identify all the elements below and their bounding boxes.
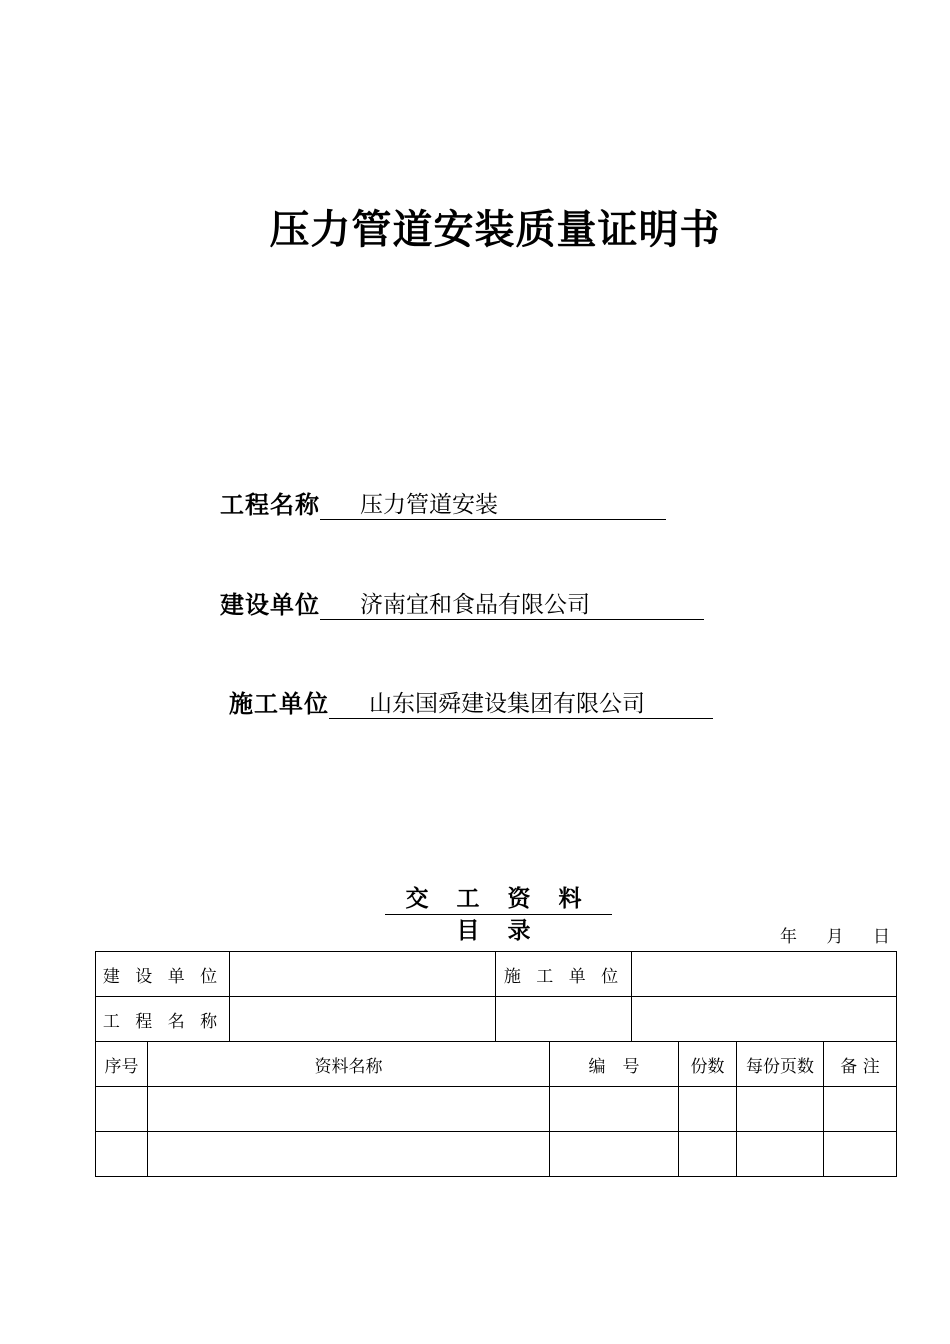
date-day: 日 xyxy=(873,927,890,947)
table-header-row xyxy=(96,1042,897,1087)
catalog-title: 交 工 资 料 目 录 xyxy=(385,883,612,915)
header-value-empty xyxy=(632,997,897,1042)
column-header-document-name: 资料名称 xyxy=(148,1042,550,1087)
column-header-copies: 份数 xyxy=(679,1042,737,1087)
date-line xyxy=(780,926,890,948)
table-cell xyxy=(550,1132,679,1177)
contractor-label: 施工单位 xyxy=(229,690,329,718)
table-cell xyxy=(96,1132,148,1177)
header-value-contractor xyxy=(632,952,897,997)
column-header-pages: 每份页数 xyxy=(737,1042,824,1087)
table-cell xyxy=(96,1087,148,1132)
table-cell xyxy=(737,1087,824,1132)
project-name-value: 压力管道安装 xyxy=(320,490,666,520)
catalog-header-table xyxy=(95,951,897,1042)
project-name-label: 工程名称 xyxy=(220,491,320,519)
construction-unit-label: 建设单位 xyxy=(220,591,320,619)
table-row xyxy=(96,997,897,1042)
table-row xyxy=(96,952,897,997)
contractor-value: 山东国舜建设集团有限公司 xyxy=(329,689,713,719)
table-cell xyxy=(824,1132,897,1177)
table-row xyxy=(96,1132,897,1177)
table-cell xyxy=(679,1132,737,1177)
document-title: 压力管道安装质量证明书 xyxy=(269,206,721,253)
contractor-row xyxy=(229,685,713,719)
table-cell xyxy=(824,1087,897,1132)
date-year: 年 xyxy=(780,927,797,947)
table-cell xyxy=(550,1087,679,1132)
project-name-row xyxy=(220,486,666,520)
header-label-contractor: 施 工 单 位 xyxy=(496,952,632,997)
table-cell xyxy=(737,1132,824,1177)
table-row xyxy=(96,1087,897,1132)
header-label-project-name: 工 程 名 称 xyxy=(96,997,230,1042)
header-value-construction-unit xyxy=(230,952,496,997)
header-label-empty xyxy=(496,997,632,1042)
header-value-project-name xyxy=(230,997,496,1042)
date-month: 月 xyxy=(826,927,844,947)
header-label-construction-unit: 建 设 单 位 xyxy=(96,952,230,997)
table-cell xyxy=(148,1087,550,1132)
column-header-number: 编 号 xyxy=(550,1042,679,1087)
table-cell xyxy=(148,1132,550,1177)
column-header-index: 序号 xyxy=(96,1042,148,1087)
construction-unit-value: 济南宜和食品有限公司 xyxy=(320,590,704,620)
construction-unit-row xyxy=(220,586,704,620)
column-header-remarks: 备 注 xyxy=(824,1042,897,1087)
table-cell xyxy=(679,1087,737,1132)
catalog-items-table xyxy=(95,1041,897,1177)
